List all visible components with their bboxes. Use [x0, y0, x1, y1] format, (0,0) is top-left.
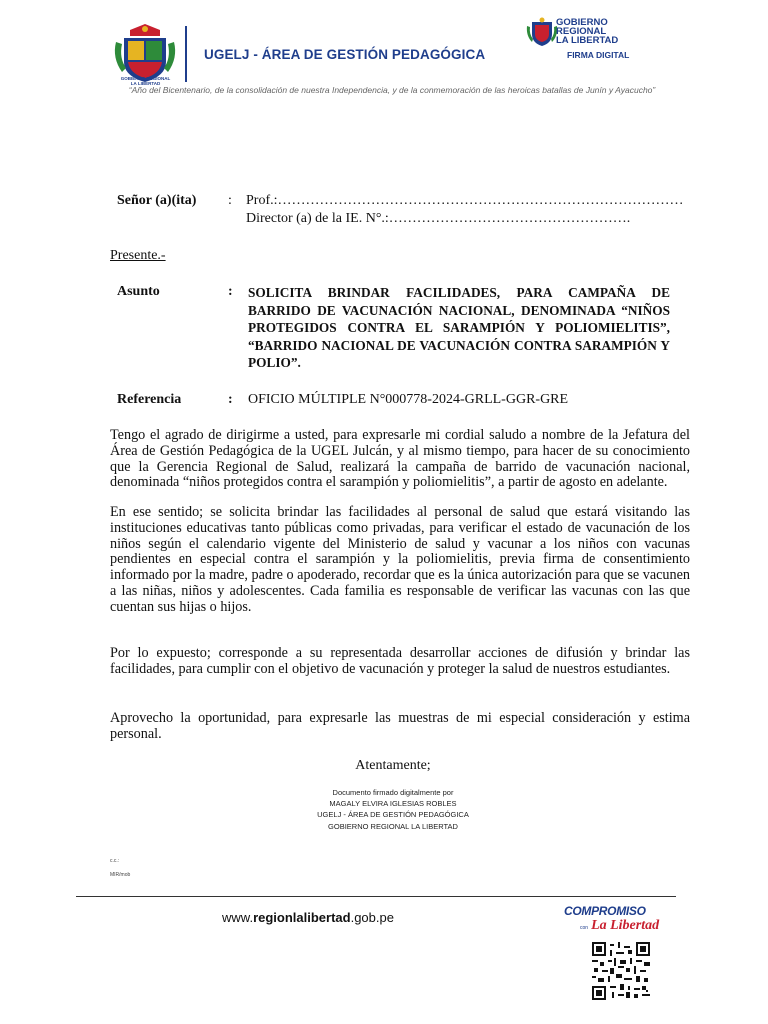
- body-paragraph-1: Tengo el agrado de dirigirme a usted, para expresarle mi cordial saludo a nombre de la Jefatura del Área de Gestión Pedagógica de la UGEL Julcán, y al mismo tiempo, para hacer de su conocimiento que la Gerencia Regional de Salud, realizará la campaña de barrido de vacunación nacional, denominada “niños protegidos contra el sarampión y poliomielitis”, a partir de agosto en adelante.: [110, 427, 690, 491]
- signature-line-1: Documento firmado digitalmente por: [332, 788, 454, 797]
- logo-caption-line-2: LA LIBERTAD: [130, 81, 161, 86]
- addressee-prof-line: Prof.:……………………………………………………………………………: [246, 193, 684, 208]
- subject-colon: :: [228, 284, 233, 299]
- cc-label: c.c.:: [110, 858, 120, 864]
- regional-seal-logo: [526, 16, 558, 48]
- year-motto: “Año del Bicentenario, de la consolidación de nuestra Independencia, y de la conmemoración de las heroicas batallas de Junín y Ayacucho”: [128, 85, 656, 95]
- website-domain: regionlalibertad: [253, 910, 351, 925]
- reference-text: OFICIO MÚLTIPLE N°000778-2024-GRLL-GGR-GRE: [248, 392, 569, 407]
- signature-office: UGELJ - ÁREA DE GESTIÓN PEDAGÓGICA: [317, 810, 469, 820]
- regional-gov-name-3: LA LIBERTAD: [556, 35, 619, 46]
- compromiso-region: La Libertad: [591, 918, 660, 933]
- website-suffix: .gob.pe: [350, 910, 394, 925]
- qr-code: [592, 942, 650, 1000]
- subject-text: SOLICITA BRINDAR FACILIDADES, PARA CAMPAÑA DE BARRIDO DE VACUNACIÓN NACIONAL, DENOMINADA “NIÑOS PROTEGIDOS CONTRA EL SARAMPIÓN Y POLIOMIELITIS”, “BARRIDO NACIONAL DE VACUNACIÓN CONTRA SARAMPIÓN Y POLIO”.: [248, 285, 670, 371]
- digital-signature-label: FIRMA DIGITAL: [567, 50, 630, 60]
- header-divider: [185, 26, 187, 82]
- regional-gov-name-1: GOBIERNO: [556, 17, 608, 28]
- regional-gov-name-2: REGIONAL: [556, 26, 607, 37]
- reference-colon: :: [228, 392, 233, 407]
- compromiso-logo: [564, 904, 664, 938]
- signature-org: GOBIERNO REGIONAL LA LIBERTAD: [328, 821, 458, 831]
- signature-name: MAGALY ELVIRA IGLESIAS ROBLES: [329, 799, 457, 809]
- addressee-colon: :: [228, 193, 232, 208]
- closing-salutation: Atentamente;: [355, 758, 431, 773]
- footer-divider: [76, 896, 676, 897]
- regional-gov-name: [556, 18, 626, 45]
- website-prefix: www.: [222, 910, 254, 925]
- header-title: UGELJ - ÁREA DE GESTIÓN PEDAGÓGICA: [204, 47, 486, 62]
- body-paragraph-3: Por lo expuesto; corresponde a su representada desarrollar acciones de difusión y brindar las facilidades, para cumplir con el objetivo de vacunación y proteger la salud de nuestros estudiantes.: [110, 645, 690, 677]
- website-link[interactable]: [222, 910, 394, 925]
- presente-heading: Presente.-: [110, 248, 166, 263]
- initials: MIR/mob: [110, 872, 131, 878]
- addressee-director-line: Director (a) de la IE. N°.:…………………………………………….: [246, 211, 631, 226]
- body-paragraph-4: Aprovecho la oportunidad, para expresarle las muestras de mi especial consideración y estima personal.: [110, 710, 690, 742]
- body-paragraph-2: En ese sentido; se solicita brindar las facilidades al personal de salud que estará visitando las instituciones educativas tanto públicas como privadas, para verificar el estado de vacunación de los niños según el calendario vigente del Ministerio de salud y vacunar a los niños con vacunas pendientes en especial contra el sarampión y la poliomielitis, previa firma de consentimiento informado por la madre, padre o apoderado, recordar que es la única autorización para que se vacunen a las niñas, niños y adolescentes. Cada familia es responsable de verificar las vacunas con las que cuentan sus hijas o hijos.: [110, 504, 690, 615]
- digital-signature-block: [0, 787, 768, 832]
- reference-label: Referencia: [117, 392, 182, 407]
- compromiso-con: con: [580, 925, 589, 931]
- logo-caption-line-1: GOBIERNO REGIONAL: [120, 76, 171, 81]
- addressee-label: Señor (a)(ita): [117, 193, 197, 208]
- subject-label: Asunto: [117, 284, 160, 299]
- compromiso-word: COMPROMISO: [564, 904, 646, 918]
